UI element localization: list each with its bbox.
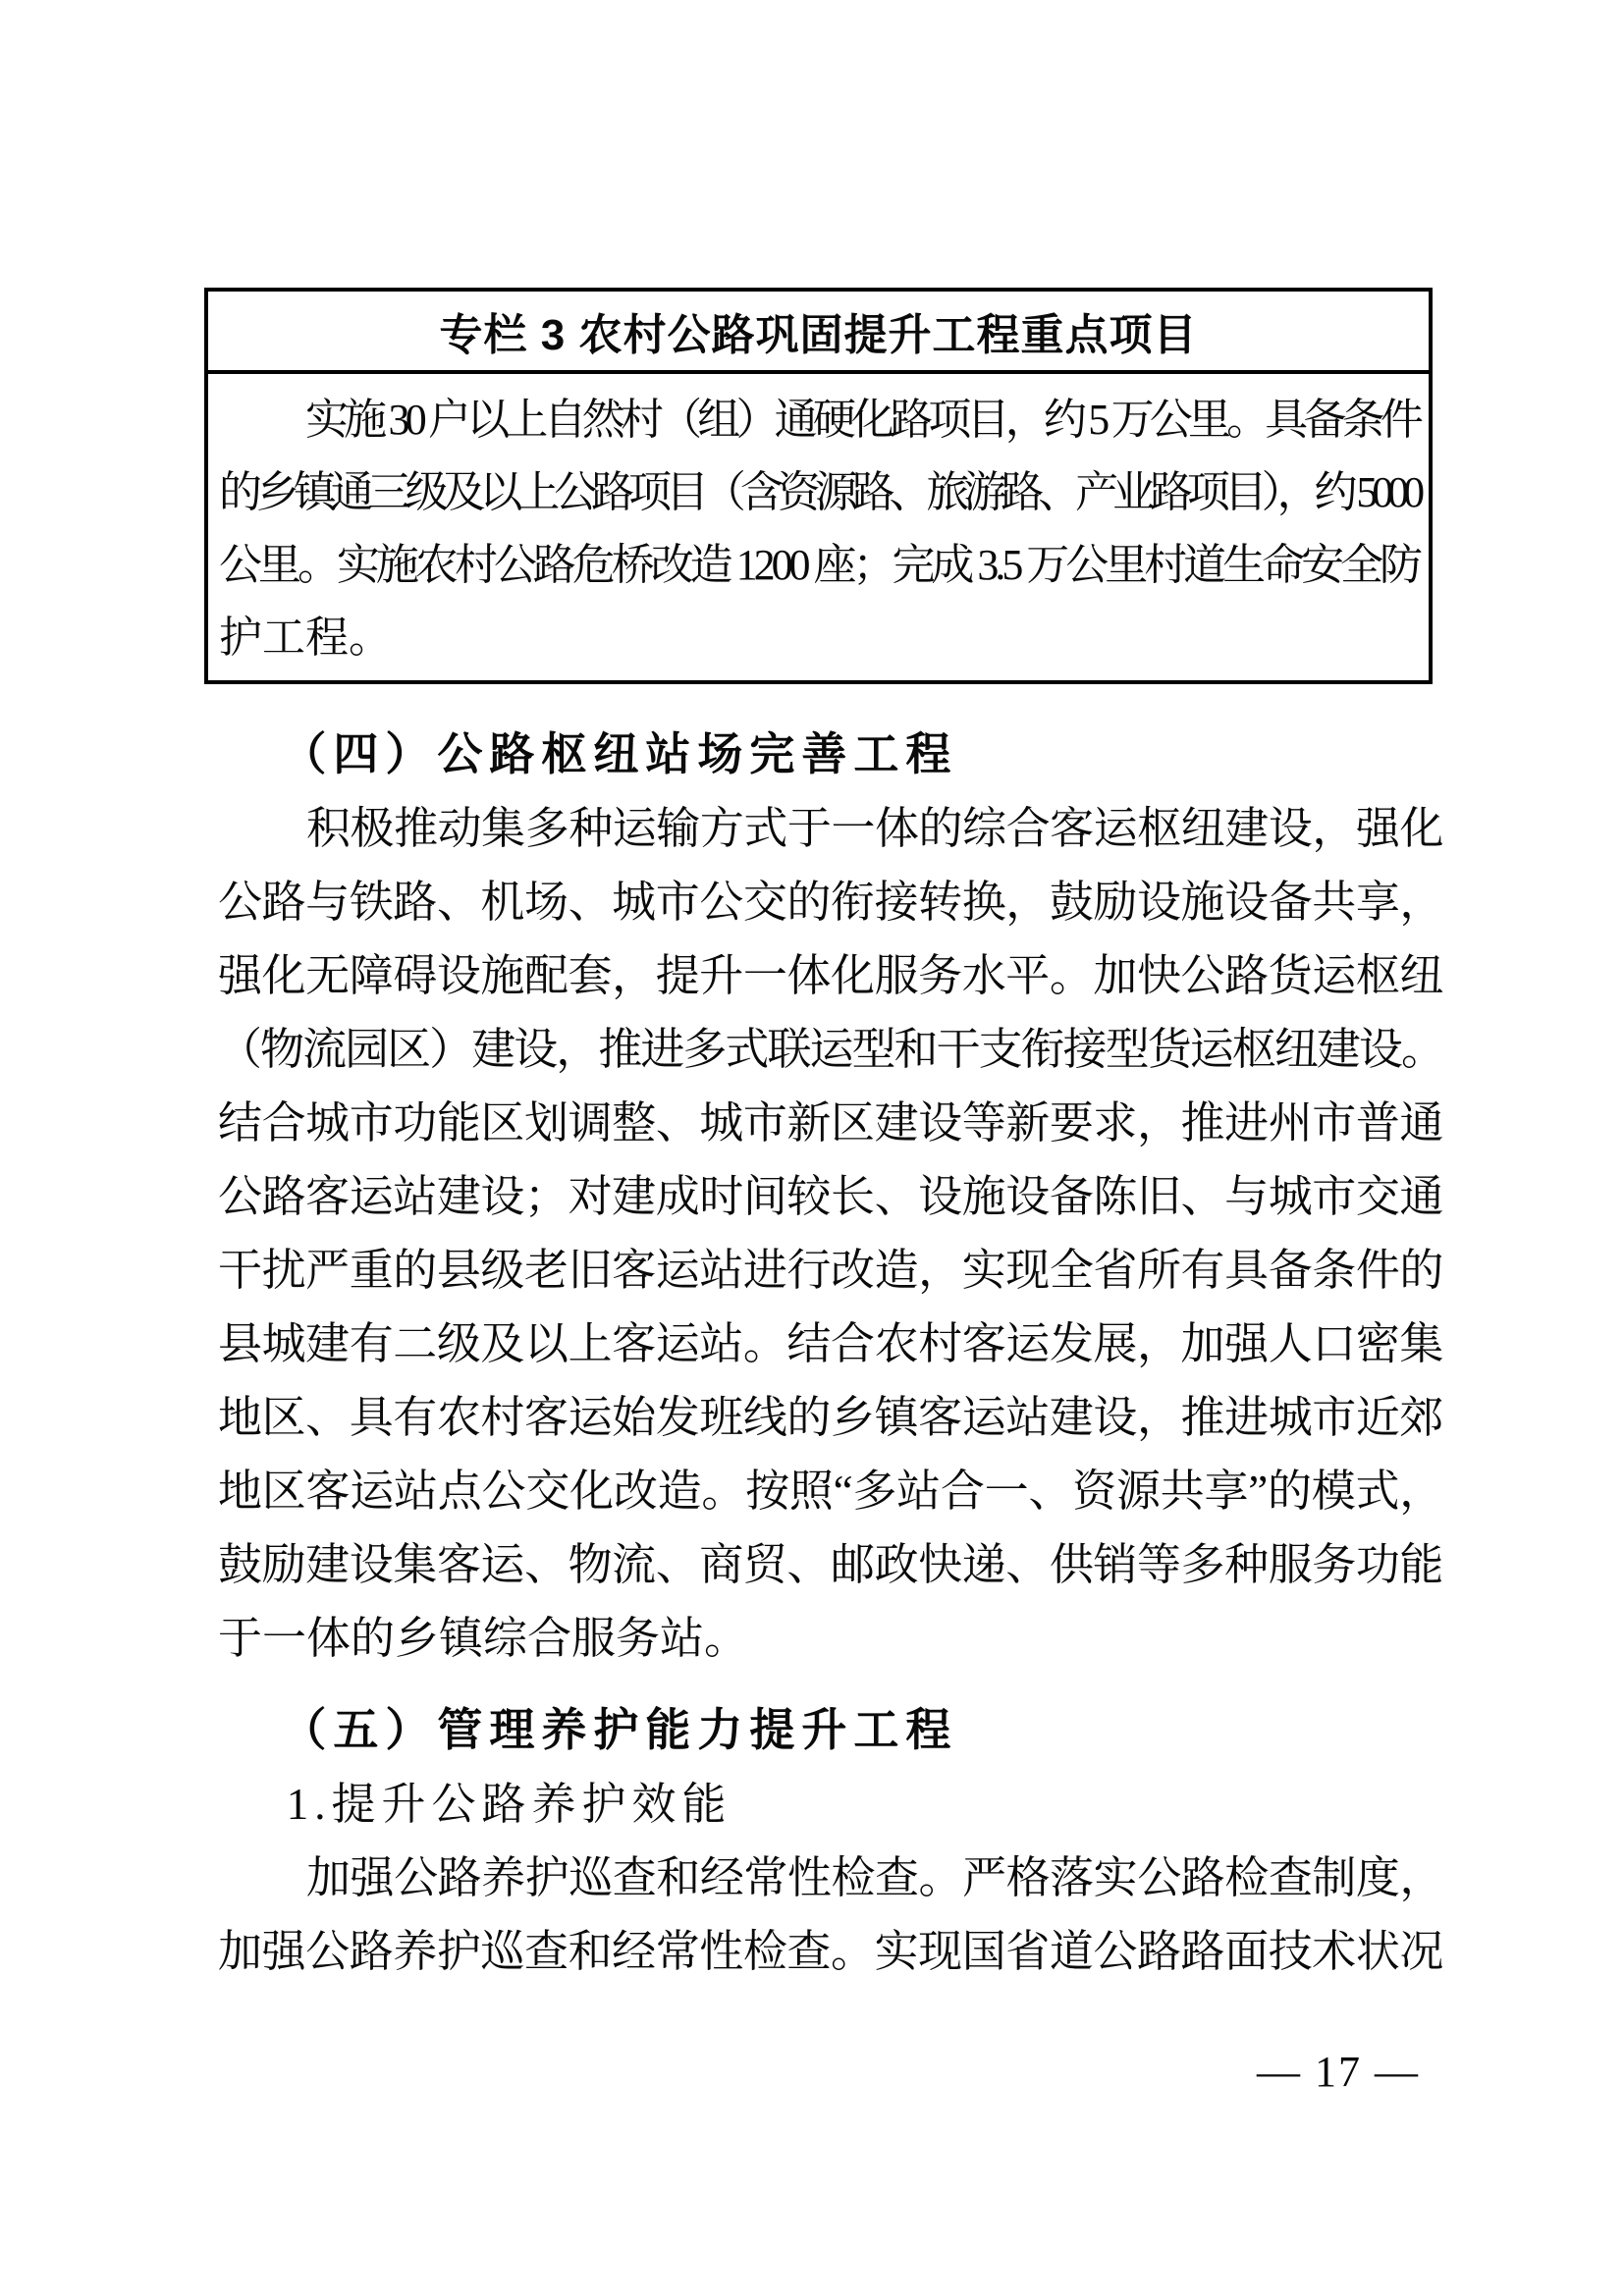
section-five-paragraph <box>218 1842 1443 1989</box>
text-line <box>218 792 1443 866</box>
text-line <box>218 1160 1443 1234</box>
text-line <box>218 1602 1443 1676</box>
text-line <box>218 1234 1443 1308</box>
text-line <box>219 602 1419 674</box>
section-four-paragraph <box>218 792 1443 1676</box>
text-line <box>218 1842 1443 1915</box>
feature-box-column-3 <box>204 288 1433 684</box>
text-line-content: 公路与铁路、机场、城市公交的衔接转换，鼓励设施设备共享， <box>218 878 1443 927</box>
text-line-content: 积极推动集多种运输方式于一体的综合客运枢纽建设，强化 <box>306 804 1443 853</box>
section-five-subheading: 1.提升公路养护效能 <box>286 1780 732 1829</box>
text-line <box>218 1381 1443 1455</box>
text-line <box>218 866 1443 939</box>
text-line-content: 于一体的乡镇综合服务站。 <box>218 1614 749 1663</box>
text-line-content: 鼓励建设集客运、物流、商贸、邮政快递、供销等多种服务功能 <box>218 1540 1443 1589</box>
text-line-content: 干扰严重的县级老旧客运站进行改造，实现全省所有具备条件的 <box>218 1246 1443 1295</box>
text-line <box>219 456 1419 529</box>
text-line-content: （物流园区）建设，推进多式联运型和干支衔接型货运枢纽建设。 <box>218 1025 1443 1074</box>
text-line-content: 地区客运站点公交化改造。按照“多站合一、资源共享”的模式， <box>218 1467 1443 1516</box>
text-line <box>218 1528 1443 1602</box>
text-line-content: 公里。实施农村公路危桥改造 1200 座；完成 3.5 万公里村道生命安全防 <box>219 541 1419 589</box>
text-line <box>218 1915 1443 1989</box>
text-line-content: 强化无障碍设施配套，提升一体化服务水平。加快公路货运枢纽 <box>218 951 1443 1000</box>
text-line <box>218 939 1443 1013</box>
feature-box-body <box>208 374 1429 680</box>
text-line-content: 县城建有二级及以上客运站。结合农村客运发展，加强人口密集 <box>218 1319 1443 1368</box>
page-content <box>218 288 1443 1989</box>
text-line <box>218 1087 1443 1160</box>
text-line-content: 实施 30 户以上自然村（组）通硬化路项目，约 5 万公里。具备条件 <box>305 396 1419 444</box>
text-line-content: 加强公路养护巡查和经常性检查。实现国省道公路路面技术状况 <box>218 1927 1443 1976</box>
text-line <box>218 1455 1443 1528</box>
text-line <box>219 529 1419 602</box>
text-line-content: 护工程。 <box>219 614 392 662</box>
page-number: — 17 — <box>1257 2048 1420 2096</box>
text-line-content: 地区、具有农村客运始发班线的乡镇客运站建设，推进城市近郊 <box>218 1393 1443 1442</box>
text-line-content: 的乡镇通三级及以上公路项目（含资源路、旅游路、产业路项目），约 5000 <box>219 468 1419 516</box>
section-heading-four: （四）公路枢纽站场完善工程 <box>281 729 958 779</box>
feature-box-title: 专栏 3 农村公路巩固提升工程重点项目 <box>208 292 1429 374</box>
text-line-content: 公路客运站建设；对建成时间较长、设施设备陈旧、与城市交通 <box>218 1172 1443 1221</box>
text-line <box>219 384 1419 456</box>
text-line <box>218 1013 1443 1087</box>
section-heading-five: （五）管理养护能力提升工程 <box>281 1705 958 1755</box>
text-line <box>218 1308 1443 1381</box>
text-line-content: 结合城市功能区划调整、城市新区建设等新要求，推进州市普通 <box>218 1098 1443 1148</box>
text-line-content: 加强公路养护巡查和经常性检查。严格落实公路检查制度， <box>306 1853 1443 1902</box>
